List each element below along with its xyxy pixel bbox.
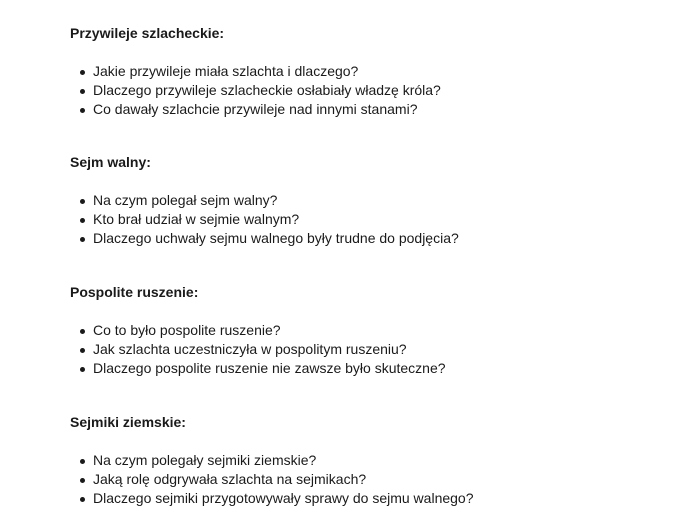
section-heading: Pospolite ruszenie: (70, 284, 199, 300)
section-sejmiki-ziemskie (70, 414, 474, 508)
section-heading: Przywileje szlacheckie: (70, 25, 225, 41)
list-item: Dlaczego sejmiki przygotowywały sprawy do sejmu walnego? (70, 489, 474, 508)
section-heading: Sejmiki ziemskie: (70, 414, 186, 430)
list-item: Co dawały szlachcie przywileje nad innymi stanami? (70, 100, 441, 119)
list-item: Dlaczego pospolite ruszenie nie zawsze było skuteczne? (70, 359, 446, 378)
list-item: Dlaczego przywileje szlacheckie osłabiały władzę króla? (70, 81, 441, 100)
section-sejm-walny (70, 154, 459, 248)
list-item: Dlaczego uchwały sejmu walnego były trudne do podjęcia? (70, 229, 459, 248)
question-list (70, 191, 459, 248)
list-item: Jaką rolę odgrywała szlachta na sejmikach? (70, 470, 474, 489)
list-item: Jakie przywileje miała szlachta i dlaczego? (70, 62, 441, 81)
list-item: Na czym polegał sejm walny? (70, 191, 459, 210)
list-item: Na czym polegały sejmiki ziemskie? (70, 451, 474, 470)
list-item: Co to było pospolite ruszenie? (70, 321, 446, 340)
list-item: Jak szlachta uczestniczyła w pospolitym ruszeniu? (70, 340, 446, 359)
question-list (70, 62, 441, 119)
question-list (70, 451, 474, 508)
section-przywileje-szlacheckie (70, 25, 441, 119)
section-heading: Sejm walny: (70, 154, 151, 170)
list-item: Kto brał udział w sejmie walnym? (70, 210, 459, 229)
section-pospolite-ruszenie (70, 284, 446, 378)
question-list (70, 321, 446, 378)
